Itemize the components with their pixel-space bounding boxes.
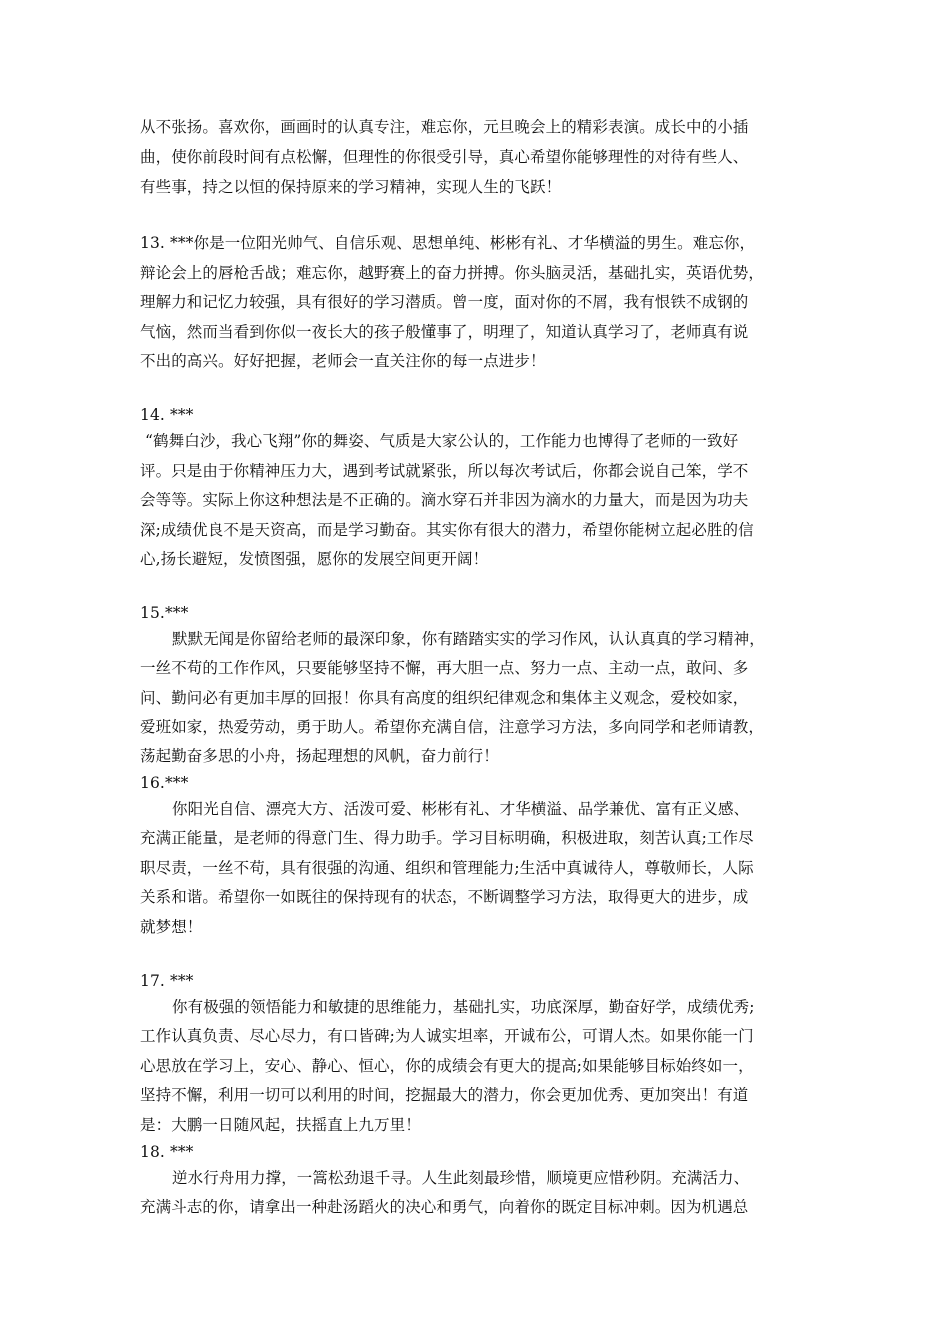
text-line: 爱班如家，热爱劳动，勇于助人。希望你充满自信，注意学习方法，多向同学和老师请教， [140, 718, 765, 736]
comment-18-heading: 18. *** [140, 1143, 194, 1161]
text-line: 一丝不苟的工作作风，只要能够坚持不懈，再大胆一点、努力一点、主动一点，敢问、多 [140, 659, 749, 677]
comment-17-heading: 17. *** [140, 972, 194, 990]
text-line: 辩论会上的唇枪舌战；难忘你，越野赛上的奋力拼搏。你头脑灵活，基础扎实，英语优势， [140, 264, 765, 282]
text-line: 关系和谐。希望你一如既往的保持现有的状态，不断调整学习方法，取得更大的进步，成 [140, 888, 749, 906]
text-line: 曲，使你前段时间有点松懈，但理性的你很受引导，真心希望你能够理性的对待有些人、 [140, 148, 749, 166]
text-line: 默默无闻是你留给老师的最深印象，你有踏踏实实的学习作风，认认真真的学习精神， [172, 630, 765, 648]
text-line: 评。只是由于你精神压力大，遇到考试就紧张，所以每次考试后，你都会说自己笨，学不 [140, 462, 749, 480]
text-line: 充满斗志的你，请拿出一种赴汤蹈火的决心和勇气，向着你的既定目标冲刺。因为机遇总 [140, 1198, 749, 1216]
text-line: 就梦想！ [140, 918, 203, 936]
comment-15-heading: 15.*** [140, 604, 189, 622]
text-line: 荡起勤奋多思的小舟，扬起理想的风帆，奋力前行！ [140, 747, 499, 765]
text-line: 有些事，持之以恒的保持原来的学习精神，实现人生的飞跃！ [140, 178, 562, 196]
text-line: 坚持不懈，利用一切可以利用的时间，挖掘最大的潜力，你会更加优秀、更加突出！有道 [140, 1086, 749, 1104]
text-line: 工作认真负责、尽心尽力，有口皆碑;为人诚实坦率，开诚布公，可谓人杰。如果你能一门 [140, 1027, 754, 1045]
text-line: 逆水行舟用力撑，一篙松劲退千寻。人生此刻最珍惜，顺境更应惜秒阴。充满活力、 [172, 1169, 750, 1187]
text-line: 心思放在学习上，安心、静心、恒心，你的成绩会有更大的提高;如果能够目标始终如一， [140, 1057, 754, 1075]
text-line: 充满正能量，是老师的得意门生、得力助手。学习目标明确，积极进取，刻苦认真;工作尽 [140, 829, 754, 847]
text-line: 问、勤问必有更加丰厚的回报！你具有高度的组织纪律观念和集体主义观念，爱校如家， [140, 689, 749, 707]
text-line: 职尽责，一丝不苟，具有很强的沟通、组织和管理能力;生活中真诚待人，尊敬师长，人际 [140, 859, 754, 877]
text-line: 是：大鹏一日随风起，扶摇直上九万里！ [140, 1116, 421, 1134]
comment-16-heading: 16.*** [140, 774, 189, 792]
text-line: 深;成绩优良不是天资高，而是学习勤奋。其实你有很大的潜力，希望你能树立起必胜的信 [140, 521, 754, 539]
text-line: 从不张扬。喜欢你，画画时的认真专注，难忘你，元旦晚会上的精彩表演。成长中的小插 [140, 118, 749, 136]
text-line: 你有极强的领悟能力和敏捷的思维能力，基础扎实，功底深厚，勤奋好学，成绩优秀; [172, 998, 755, 1016]
text-line: 气恼，然而当看到你似一夜长大的孩子般懂事了，明理了，知道认真学习了，老师真有说 [140, 323, 749, 341]
text-line: 不出的高兴。好好把握，老师会一直关注你的每一点进步！ [140, 352, 546, 370]
text-line: 心,扬长避短，发愤图强，愿你的发展空间更开阔！ [140, 550, 489, 568]
text-line: 会等等。实际上你这种想法是不正确的。滴水穿石并非因为滴水的力量大，而是因为功夫 [140, 491, 749, 509]
comment-13-first-line: 13. ***你是一位阳光帅气、自信乐观、思想单纯、彬彬有礼、才华横溢的男生。难忘你， [140, 234, 756, 252]
text-line: 你阳光自信、漂亮大方、活泼可爱、彬彬有礼、才华横溢、品学兼优、富有正义感、 [172, 800, 750, 818]
text-line: “鹤舞白沙，我心飞翔”你的舞姿、气质是大家公认的，工作能力也博得了老师的一致好 [145, 432, 739, 450]
comment-14-heading: 14. *** [140, 406, 194, 424]
text-line: 理解力和记忆力较强，具有很好的学习潜质。曾一度，面对你的不屑，我有恨铁不成钢的 [140, 293, 749, 311]
